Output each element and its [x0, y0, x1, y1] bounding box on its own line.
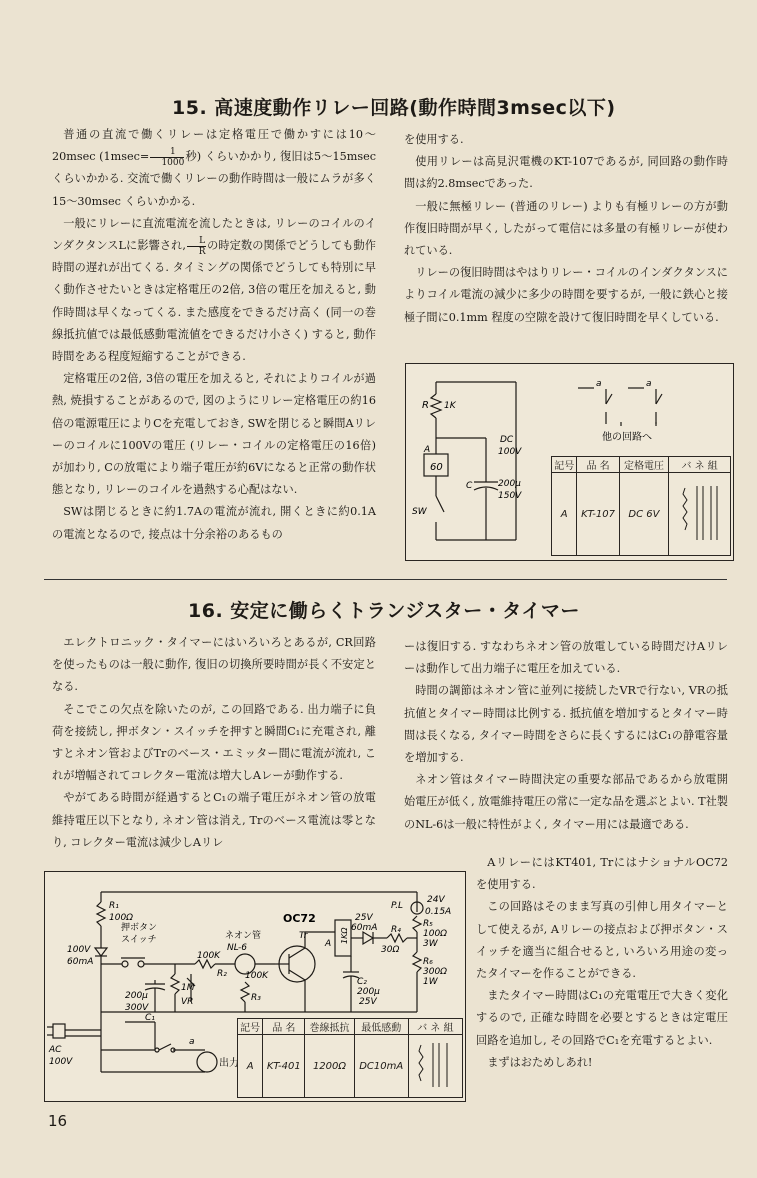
voltage-100v: 100V: [67, 945, 91, 955]
table-header: 記号: [238, 1019, 263, 1035]
c-value-2: 150V: [498, 491, 522, 501]
table-cell: KT-401: [263, 1035, 305, 1098]
contact-a-label: a: [189, 1037, 195, 1047]
paragraph: 一般にリレーに直流電流を流したときは, リレーのコイルのインダクタンスLに影響され, $\frac{L}{R}$ の時定数の関係でどうしても動作時間の遅れが出てくる. タイミングの関係でどうしても特別に早く動作させたいときは定格電圧の2倍, 3倍の電圧を加えると, 動作時間は早くなってくる. また感度をできるだけ高く (同一の巻線抵抗値では最低感動電流値をできるだけ小さく) すると, 動作時間をある程度短縮することができる.: [52, 216, 376, 364]
c2-value-1: 200μ: [357, 987, 380, 997]
sw-label: SW: [412, 507, 427, 517]
paragraph: を使用する.: [404, 133, 464, 146]
paragraph: リレーの復旧時間はやはりリレー・コイルのインダクタンスによりコイル電流の減少に多少の時間を要するが, 一般に鉄心と接極子間に0.1mm 程度の空隙を設けて復旧時間を早くしている.: [404, 266, 728, 324]
section-16-right-column: [404, 636, 728, 836]
pl-current: 0.15A: [425, 907, 452, 917]
figure-15-table: [551, 456, 731, 556]
table-header: 最低感動: [354, 1019, 408, 1035]
spring-set-diagram: [669, 473, 731, 556]
paragraph: AリレーにはKT401, TrにはナショナルOC72を使用する.: [476, 856, 728, 892]
table-header: 巻線抵抗: [305, 1019, 354, 1035]
section-15-left-column: [52, 124, 376, 546]
switch-label: スイッチ: [121, 935, 157, 945]
r4-label: R₄: [391, 925, 401, 935]
table-header: 品 名: [263, 1019, 305, 1035]
spring-set-icon: [413, 1037, 457, 1093]
section-15-title: 15. 高速度動作リレー回路(動作時間3msec以下): [172, 97, 616, 119]
section-15-right-column: [404, 129, 728, 329]
table-cell: KT-107: [577, 473, 619, 556]
r6-value-2: 1W: [423, 977, 438, 987]
table-cell: 1200Ω: [305, 1035, 354, 1098]
paragraph: SWは閉じるときに約1.7Aの電流が流れ, 開くときに約0.1Aの電流となるので, 接点は十分余裕のあるもの: [52, 505, 376, 541]
c1-label: C₁: [145, 1013, 155, 1023]
pl-label: P.L: [391, 901, 404, 911]
paragraph: 定格電圧の2倍, 3倍の電圧を加えると, それによりコイルが過熱, 焼損することがあるので, 図のようにリレー定格電圧の約16倍の電源電圧によりCを充電しておき, SWを閉じると瞬間Aリレーのコイルに100Vの電圧 (リレー・コイルの定格電圧の16倍) が加わり, Cの放電により端子電圧が約6Vになると正常の動作状態となり, リレーのコイルを過熱する心配はない.: [52, 372, 376, 497]
r5-value-1: 100Ω: [423, 929, 448, 939]
relay-a-label: A: [325, 939, 332, 949]
table-cell: A: [552, 473, 577, 556]
ac-value: 100V: [49, 1057, 73, 1067]
table-header: 記号: [552, 457, 577, 473]
output-label: 出力: [219, 1058, 239, 1069]
c-label: C: [466, 481, 473, 491]
paragraph: 使用リレーは高見沢電機のKT-107であるが, 同回路の動作時間は約2.8msecであった.: [404, 155, 728, 191]
ac-label: AC: [49, 1045, 62, 1055]
figure-15-box: [405, 363, 734, 561]
section-divider: [44, 579, 727, 580]
paragraph: やがてある時間が経過するとC₁の端子電圧がネオン管の放電維持電圧以下となり, ネオン管は消え, Trのベース電流は零となり, コレクター電流は減少しAリレ: [52, 791, 376, 849]
r1-value: 100Ω: [109, 913, 134, 923]
vr-label: VR: [181, 997, 194, 1007]
spring-set-icon: [675, 478, 725, 548]
paragraph: エレクトロニック・タイマーにはいろいろとあるが, CR回路を使ったものは一般に動作, 復旧の切換所要時間が長く不安定となる.: [52, 636, 376, 694]
c1-value-2: 300V: [125, 1003, 149, 1013]
r5-value-2: 3W: [423, 939, 438, 949]
r-value: 1K: [444, 401, 456, 411]
r6-label: R₆: [423, 957, 433, 967]
diode-voltage: 25V: [355, 913, 373, 923]
relay-value: 1KΩ: [340, 927, 349, 944]
section-16-title: 16. 安定に働らくトランジスター・タイマー: [188, 600, 580, 622]
dc-value: 100V: [498, 447, 522, 457]
c-value-1: 200μ: [498, 479, 521, 489]
table-cell: DC 6V: [619, 473, 669, 556]
paragraph: この回路はそのまま写真の引伸し用タイマーとして使えるが, Aリレーの接点および押ボタン・スイッチを適当に組合せると, いろいろ用途の変ったタイマーを作ることができる.: [476, 900, 728, 981]
page-number: 16: [48, 1112, 68, 1130]
table-header: バ ネ 組: [669, 457, 731, 473]
tr-label: Tr: [299, 931, 308, 941]
r6-value-1: 300Ω: [423, 967, 448, 977]
table-header: バ ネ 組: [408, 1019, 462, 1035]
figure-16-table: [237, 1018, 463, 1098]
paragraph: またタイマー時間はC₁の充電電圧で大きく変化するので, 正確な時間を必要とするときは定電圧回路を追加し, その回路でC₁を充電するとよい.: [476, 989, 728, 1047]
table-header: 品 名: [577, 457, 619, 473]
spring-set-diagram: [408, 1035, 462, 1098]
section-16-left-column: [52, 632, 376, 854]
table-cell: DC10mA: [354, 1035, 408, 1098]
r3-label: R₃: [251, 993, 261, 1003]
c2-value-2: 25V: [359, 997, 377, 1007]
r4-value: 30Ω: [381, 945, 400, 955]
paragraph: 時間の調節はネオン管に並列に接続したVRで行ない, VRの抵抗値とタイマー時間は比例する. 抵抗値を増加するとタイマー時間は長くなる, タイマー時間をさらに長くするにはC₁の静電容量を増加する.: [404, 684, 728, 765]
figure-16-box: [44, 871, 466, 1102]
relay-value: 60: [430, 462, 443, 473]
paragraph: そこでこの欠点を除いたのが, この回路である. 出力端子に負荷を接続し, 押ボタン・スイッチを押すと瞬間C₁に充電され, 離すとネオン管およびTrのベース・エミッター間に電流が流れ, これが増幅されてコレクター電流は増大しAレーが動作する.: [52, 702, 376, 783]
paragraph: ーは復旧する. すなわちネオン管の放電している時間だけAリレーは動作して出力端子に電圧を加えている.: [404, 640, 728, 676]
c2-label: C₂: [357, 977, 367, 987]
other-circuit-label: 他の回路へ: [602, 432, 652, 443]
table-cell: A: [238, 1035, 263, 1098]
paragraph: ネオン管はタイマー時間決定の重要な部品であるから放電開始電圧が低く, 放電維持電圧の常に一定な品を選ぶとよい. T社製のNL-6は一般に特性がよく, タイマー用には最適である.: [404, 773, 728, 831]
r-label: R: [422, 400, 429, 411]
r2-value: 100K: [197, 951, 221, 961]
r5-label: R₅: [423, 919, 433, 929]
c1-value-1: 200μ: [125, 991, 148, 1001]
contact-a-1: a: [596, 379, 602, 389]
fraction: $\frac{L}{R}$: [187, 236, 206, 257]
contact-a-2: a: [646, 379, 652, 389]
pushbutton-label: 押ボタン: [121, 923, 158, 933]
paragraph: 普通の直流で働くリレーは定格電圧で働かすには10～20msec (1msec= $\frac{1}{1000}$ 秒) くらいかかり, 復旧は5～15msec くらいかかる. 交流で働くリレーの動作時間は一般にムラが多く15～30msec くらいかかる.: [52, 128, 377, 208]
relay-label: A: [424, 445, 431, 455]
m1-label: 1M: [181, 983, 195, 993]
neon-label: ネオン管: [225, 931, 262, 941]
r3-value: 100K: [245, 971, 269, 981]
section-16-right-column-lower: [476, 852, 728, 1074]
pl-voltage: 24V: [427, 895, 445, 905]
paragraph: まずはおためしあれ!: [487, 1055, 593, 1069]
paragraph: 一般に無極リレー (普通のリレー) よりも有極リレーの方が動作復旧時間が早く, したがって電信には多量の有極リレーが使われている.: [404, 199, 728, 258]
dc-label: DC: [500, 435, 514, 445]
r1-label: R₁: [109, 901, 119, 911]
nl6-label: NL-6: [227, 943, 248, 953]
diode-current: 60mA: [351, 923, 378, 933]
transistor-label: OC72: [283, 912, 316, 925]
r2-label: R₂: [217, 969, 227, 979]
current-60ma: 60mA: [67, 957, 94, 967]
table-header: 定格電圧: [619, 457, 669, 473]
fraction: $\frac{1}{1000}$: [150, 147, 184, 168]
